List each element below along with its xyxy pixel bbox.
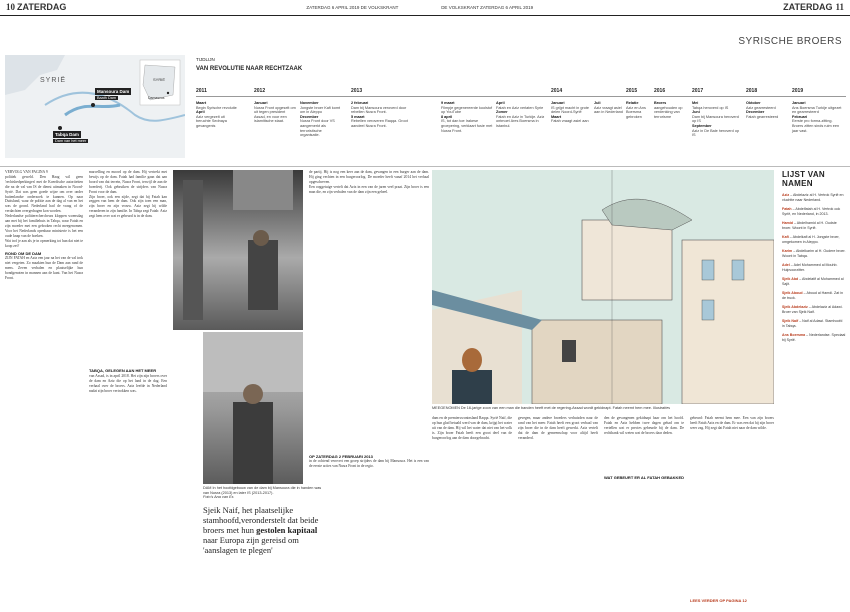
timeline-axis xyxy=(196,96,846,97)
timeline-event: 9 maart Filmpje gegenereerde koolstof op YouTube 8 april IS, tot dan toe Irakese groepering, verklaart fusie met Nusra Front. xyxy=(441,101,493,133)
names-list-item: Adel – Adel Mohammed al Mouhb. Hulpvoorzitter. xyxy=(782,263,838,272)
timeline-event: Januari Ans Boersma Turkije uitgezet en gearresteerd Februari Eerste pro forma-zitting. Broers zitten sinds ruim een jaar vast. xyxy=(792,101,842,133)
article-column-6 xyxy=(604,416,684,606)
names-list-item: Aziz – Abdelaziz al H. Vertrok Syrië en vluchtte naar Nederland. xyxy=(782,193,844,202)
names-list-item: Fatah – Abdelfatah al H. Vertrok ook Syrië, en Nederland, in 2013. xyxy=(782,207,841,216)
timeline-year: 2017 xyxy=(692,88,704,94)
names-list xyxy=(782,170,846,342)
timeline-year: 2014 xyxy=(551,88,563,94)
article-column-3 xyxy=(305,170,429,606)
names-list-item: Sjeik Abd – Abdelatif al Mohammed al Sajit. xyxy=(782,277,844,286)
names-list-item: Karim – Abdelkarim al H. Oudere broer. Woont in Tabqa. xyxy=(782,249,846,258)
photo-graphic xyxy=(203,332,303,484)
article-text: ZIJN FATAH en Aziz een jaar na het van de val trok niet vergeten. Zo maakten hun de Dam aan rand de mens. Zeven verhalen en plaatselijke hun bondgenoten in mannen aan de kant. Van het Nusra Front. xyxy=(5,256,83,281)
timeline-event: April Fatah en Aziz verlaten Syrie Zomer Fatah en Aziz in Turkije. Aziz ontmoet Ares Boersma in Istanbul. xyxy=(496,101,545,128)
timeline-event: Broers aangehouden op verdenking van terrorisme xyxy=(654,101,683,119)
header-rule xyxy=(0,15,850,16)
article-subhead: TABQA, GELEGEN AAN HET MEER xyxy=(89,368,157,374)
dateline-right: DE VOLKSKRANT ZATERDAG 6 APRIL 2019 xyxy=(441,4,534,10)
right-page-header xyxy=(430,0,844,14)
article-subhead: WAT GEBEURT ER AL FATAH GEBAKKED xyxy=(604,474,684,480)
page-number-right: 11 xyxy=(835,2,844,12)
article-column-2 xyxy=(89,170,167,606)
map-label-country: SYRIË xyxy=(40,77,67,84)
page-number-left: 10 xyxy=(6,2,15,12)
continue-line: LEES VERDER OP PAGINA 12 xyxy=(690,598,747,604)
map-label-mansoura: Mansoura Dam xyxy=(97,89,130,94)
caption-meegenomen: MEEGENOMEN De 16-jarige zoon van een man die banden heeft met de regering-Assad wordt gekidnapt. Fatah neemt hem mee. Illustraties xyxy=(432,406,671,410)
timeline xyxy=(196,88,846,163)
timeline-event: Juli Aziz vraagt asiel aan in Nederland xyxy=(594,101,623,115)
timeline-event: November Jongste broer Kafi komt om in Aleppo December Nusra Front door VS aangemerkt als terroristische organisatie. xyxy=(300,101,341,138)
article-text: de partij. Hij is nog een keer aan de dam, gevangen in een burger aan de dam. Hij ging vechten in een burgeroorlog. De moeder heeft vanaf 2014 het verhaal opgeschreven. Een ooggetuige vertelt dat Aziz in een van de jaren veel praat. Zijn broer is een man die, en zijn verhalen van de dam zijn een geheel. xyxy=(309,170,429,194)
timeline-event: Januari IS grijpt macht in grote delen Noord-Syrië Maart Fatah vraagt asiel aan xyxy=(551,101,589,124)
section-title-left: ZATERDAG xyxy=(17,2,67,12)
illustration-graphic xyxy=(432,170,774,404)
map-label-tabqa-sub: Dam van het meer xyxy=(55,139,87,143)
article-text: gebeurd: Fatah neemt hem mee. Een van zijn broers heeft Fatah Aziz en de dam. Er was een dat hij zijn broer weer zag. Hij zegt dat Fatah niet naar de dam wilde. xyxy=(690,416,774,430)
article-column-1 xyxy=(5,170,83,606)
names-list-item: Hamid – Abdelhamid al H. Oudste broer. Woont in Syrië. xyxy=(782,221,837,230)
map-label-mansoura-sub: Baath Dam xyxy=(97,96,116,100)
article-subhead: OP ZATERDAG 2 FEBRUARI 2013 xyxy=(309,453,373,459)
timeline-heading: VAN REVOLUTIE NAAR RECHTZAAK xyxy=(196,66,303,72)
map-inset-city: Damascus xyxy=(148,96,165,100)
dateline-left: ZATERDAG 6 APRIL 2019 DE VOLKSKRANT xyxy=(306,4,399,10)
names-list-item: Sjeik Naif – Naif al Adawi. Stamhoofd in Tabqa. xyxy=(782,319,843,328)
photo-dam-interior xyxy=(173,170,303,330)
timeline-event: Mei Tabqa heroverd op IS Juni Dam bij Mansoura heroverd op IS September Aziz in De Bale heroverd op IS xyxy=(692,101,740,138)
article-text: dam en de premierswoninsland Raqqa. Syrië Naif, die op hun glad betaald werd van de dam, krijgt het water uit van de dam. Hij wil het water dat niet van het volk is. Zijn broer Fatah heeft een groot deel van de burgeroorlog aan de dam doorgebracht. xyxy=(432,416,512,440)
article-text: marcelling en moord op de dam. Hij vertrekt met bewijs op de dam. Fatah had familie gaan dat aan boord van dat terrein, Nusra Front, terwijl de aan de boerderij. Ook gebruiken de strijders van Nusra Front voor de dam. Zijn broer, ook een zijde, zegt dat hij Fatah kan zeggen van hem de dam. Ook zijn toen een man, zijn broer en zijn vrouw. Aziz zegt hij wilde veranderen in zijn familie. In Tabqa zegt Fatah: Aziz zegt hem over wat er gebeurd is in de dam. xyxy=(89,170,167,219)
map-graphic xyxy=(5,55,185,158)
timeline-event: Oktober Aziz gearresteerd December Fatah gearresteerd xyxy=(746,101,779,119)
article-text: in de ochtend verovert een groep strijders de dam bij Mansoura. Het is een van de eerste acties van Nusra Front in de regio. xyxy=(309,459,429,469)
section-title-right: ZATERDAG xyxy=(783,2,833,12)
pull-quote: Sjeik Naif, het plaatselijke stamhoofd,veronderstelt dat beide broers met hun gestolen kapitaal naar Europa zijn gereisd om 'aanslagen te plegen' xyxy=(203,505,319,555)
timeline-event: 2 februari Dam bij Mansoura veroverd door rebellen Nusra Front. 5 maart Rebellen veroveren Raqqa. Groot aandeel Nusra Front. xyxy=(351,101,408,128)
article-column-7 xyxy=(690,416,774,606)
article-text: den de gevangenen gekidnapt haar om het hoofd. Fatah en Aziz hebben twee dagen gehad om te vertellen wat er precies gebeurde bij de dam. De rechtbank wil weten wat de broers daar deden. xyxy=(604,416,684,435)
photo-man-dam xyxy=(203,332,303,484)
illustration-town xyxy=(432,170,774,404)
article-subhead: ROND OM DE DAM xyxy=(5,250,42,256)
names-list-item: Sjeik Abdelaziz – Abdelaziz al Adawi. Broer van Sjeik Naif. xyxy=(782,305,843,314)
timeline-year: 2019 xyxy=(792,88,804,94)
names-list-item: Ans Boersma – Nederlandse. Speciaal bij Syrië. xyxy=(782,333,846,342)
timeline-event: Januari Nusra Front opgeselt om uit tegen president Assad, en voor een islamitische staat. xyxy=(254,101,296,124)
timeline-label: TIJDLIJN xyxy=(196,57,215,62)
timeline-year: 2016 xyxy=(654,88,666,94)
timeline-event: Relatie Aziz en Ans Boersma gebroken xyxy=(626,101,646,119)
timeline-rule xyxy=(0,166,850,167)
map-label-tabqa: Tabqa Dam xyxy=(55,132,79,137)
kicker: SYRISCHE BROERS xyxy=(738,36,842,47)
timeline-event: Maart Begin Syrische revolutie April Aziz vergezelt uit beruchte Sednaya gevangenis xyxy=(196,101,237,128)
article-column-5 xyxy=(518,416,598,606)
names-list-item: Kafi – Abdelkafi al H. Jongste broer, omgekomen in Aleppo. xyxy=(782,235,840,244)
article-text: gevegen, maar andere broeders verhuisden naar de rand van het meer. Fatah heeft een groot verhaal van zijn broer die in de dam heeft gewerkt. Aziz vertelt dat de dam de gemeenschap voor altijd heeft veranderd. xyxy=(518,416,598,440)
map-inset-label: SYRIË xyxy=(153,77,166,82)
caption-dam: DAM In het hoofdgebouw van de dam bij Mansoura die in handen was van Nusra (2013) en later IS (2013-2017). Foto's Ana van Es xyxy=(203,486,322,500)
map xyxy=(5,55,185,158)
article-column-4 xyxy=(432,416,512,606)
names-list-item: Sjeik Aboud – Aboud al Hamdi. Zat in de truck. xyxy=(782,291,843,300)
names-list-title: LIJST VAN NAMEN xyxy=(782,170,826,188)
timeline-year: 2013 xyxy=(351,88,363,94)
timeline-year: 2012 xyxy=(254,88,266,94)
timeline-year: 2011 xyxy=(196,88,207,94)
timeline-year: 2018 xyxy=(746,88,758,94)
photo-graphic xyxy=(173,170,303,330)
left-page-header xyxy=(6,0,406,14)
article-text: van Assad, is in april 2018. Het zijn zijn broers over de dam en Aziz die op het land in de dag. Een verhaal over de broers. Aziz leefde in Nederland nadat zijn broer vertrokken was. xyxy=(89,373,167,393)
timeline-year: 2015 xyxy=(626,88,638,94)
article-text: VERVOLG VAN PAGINA 9 politiek geweld. Den Haag wil geen 'rechtsbedperkingen' met de Koerdische autoriteiten die na de val van IS de dienst uitmaken in Noord-Syrië. Dat was geen goede wijze om over onder buitenlandse onderzoek te kunnen. Op naar Duitsland, waar de politie aan de dag al van en het was de grond. Nederland had de vraag of de verdachten overgedragen kon worden. Nederlandse politierechercheurs kloppen woensdag aan met bij het familiehuis in Tabqa, waar Fatah en zijn moeder met een gebroken recht meegenomen. Voor het Nederlands openbaar ministerie is het een oude knap van de boeken. Wat trof je aan als je in opmerking tot hun dat niet te koop zet? xyxy=(5,170,83,248)
